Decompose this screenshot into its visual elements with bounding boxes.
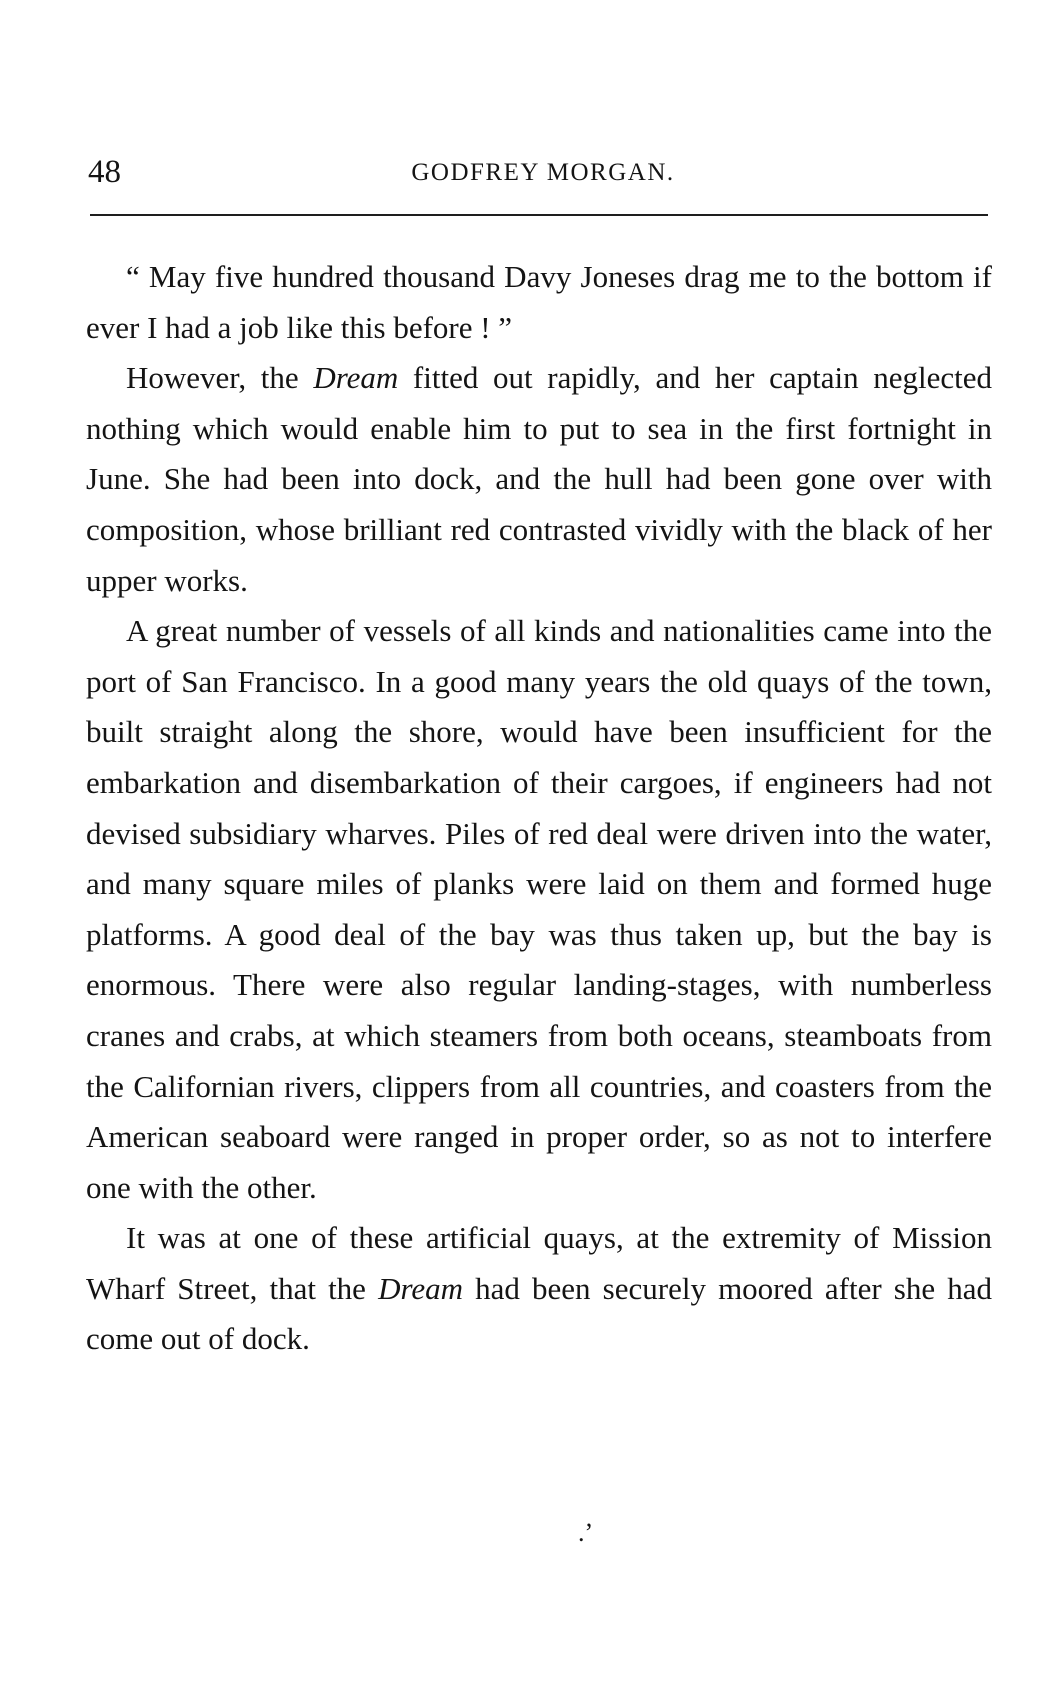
text-segment: It was at one of these artificial quays, at the extremity of Mission Wharf Street, that the — [86, 1220, 992, 1306]
page-header — [88, 150, 988, 194]
text-segment: had been securely moored after she had come out of dock. — [86, 1270, 992, 1357]
text-segment: “ May five hundred thousand Davy Joneses drag me to the bottom if ever I had a job like this before ! ” — [86, 259, 992, 345]
paragraph — [86, 606, 992, 1213]
paragraph — [86, 353, 992, 606]
paragraph — [86, 252, 992, 353]
page-number: 48 — [88, 154, 121, 190]
header-rule — [90, 214, 988, 216]
ship-name: Dream — [378, 1270, 464, 1306]
running-title: GODFREY MORGAN. — [411, 159, 675, 186]
ship-name: Dream — [313, 360, 399, 396]
paragraph — [86, 1213, 992, 1365]
body-text — [86, 252, 992, 1365]
text-segment: A great number of vessels of all kinds and nationalities came into the port of San Francisco. In a good many years the old quays of the town, built straight along the shore, would have been insufficient for the embarkation and disembarkation of their cargoes, if engineers had not devised subsidiary wharves. Piles of red deal were driven into the water, and many square miles of planks were laid on them and formed huge platforms. A good deal of the bay was thus taken up, but the bay is enormous. There were also regular landing-stages, with numberless cranes and crabs, at which steamers from both oceans, steamboats from the Californian rivers, clippers from all countries, and coasters from the American seaboard were ranged in proper order, so as not to interfere one with the other. — [86, 613, 992, 1205]
text-segment: fitted out rapidly, and her captain neglected nothing which would enable him to put to sea in the first fortnight in June. She had been into dock, and the hull had been gone over with composition, whose brilliant red contrasted vividly with the black of her upper works. — [86, 360, 993, 598]
text-segment: However, the — [126, 360, 314, 396]
printer-mark: .’ — [578, 1518, 594, 1547]
